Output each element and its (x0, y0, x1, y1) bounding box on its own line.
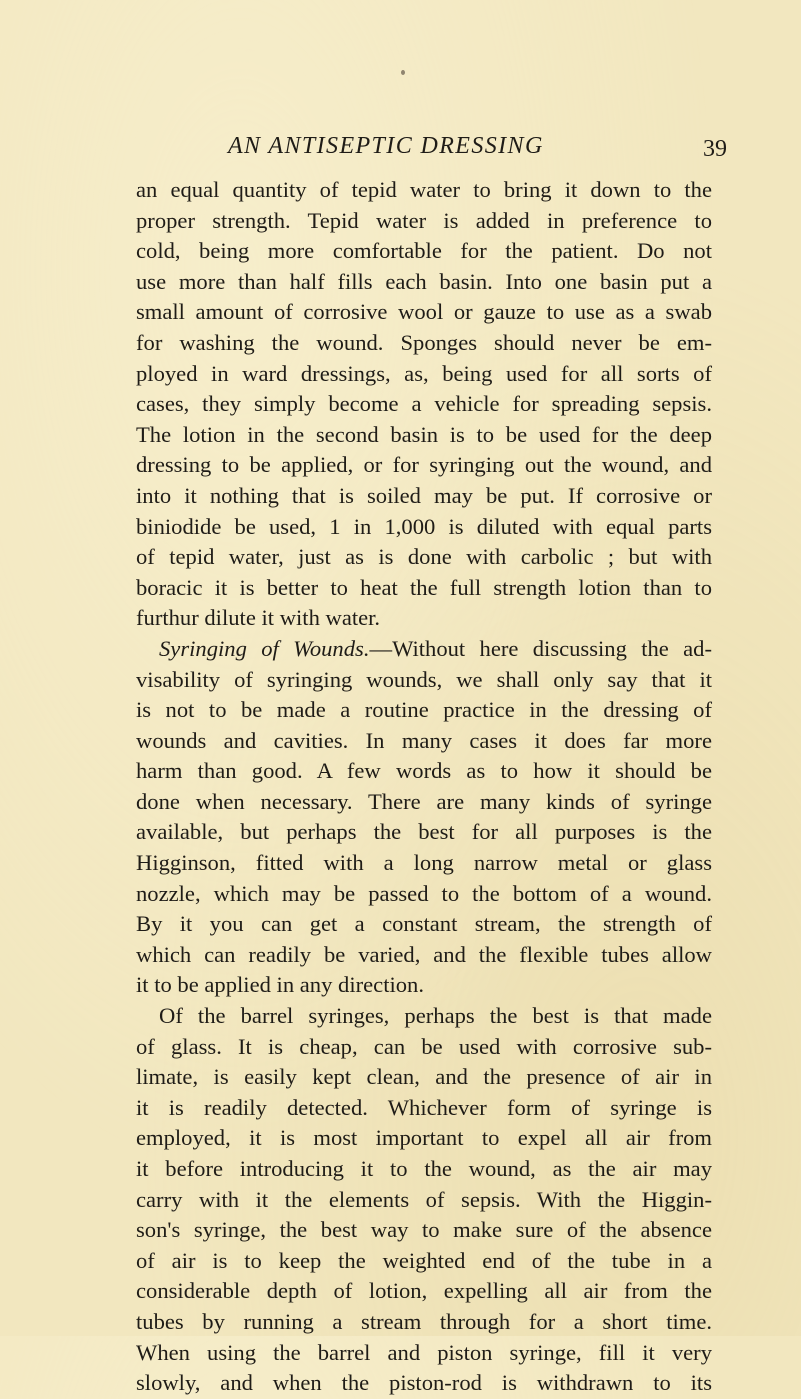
text-line: Higginson, fitted with a long narrow metal or glass (136, 850, 712, 876)
text-line: ployed in ward dressings, as, being used for all sorts of (136, 360, 712, 386)
text-line: tubes by running a stream through for a short time. (136, 1308, 712, 1334)
text-line: proper strength. Tepid water is added in preference to (136, 207, 712, 233)
text-line: By it you can get a constant stream, the strength of (136, 911, 712, 937)
text-line: available, but perhaps the best for all purposes is the (136, 819, 712, 845)
ink-speck (401, 70, 405, 75)
text-line: use more than half fills each basin. Into one basin put a (136, 268, 712, 294)
page-number: 39 (703, 136, 727, 162)
section-first-line (136, 634, 712, 665)
running-title: AN ANTISEPTIC DRESSING (228, 133, 544, 159)
text-line: nozzle, which may be passed to the bottom of a wound. (136, 880, 712, 906)
section-first-line-text: —Without here discussing the ad- (369, 635, 712, 661)
section-heading: Syringing of Wounds. (159, 635, 370, 661)
text-line: Of the barrel syringes, perhaps the best is that made (159, 1003, 712, 1029)
text-line: harm than good. A few words as to how it should be (136, 758, 712, 784)
text-line: carry with it the elements of sepsis. With the Higgin- (136, 1186, 712, 1212)
text-line: it before introducing it to the wound, as the air may (136, 1156, 712, 1181)
text-line: The lotion in the second basin is to be used for the deep (136, 421, 712, 447)
running-head (0, 128, 801, 164)
text-line: furthur dilute it with water. (136, 605, 381, 631)
text-line: biniodide be used, 1 in 1,000 is diluted with equal parts (136, 513, 712, 539)
text-line: which can readily be varied, and the flexible tubes allow (136, 941, 712, 967)
text-line: into it nothing that is soiled may be put. If corrosive or (136, 482, 712, 508)
text-line: son's syringe, the best way to make sure of the absence (136, 1217, 712, 1243)
text-line: done when necessary. There are many kinds of syringe (136, 788, 712, 814)
text-line: employed, it is most important to expel all air from (136, 1125, 712, 1151)
text-line: visability of syringing wounds, we shall only say that it (136, 666, 712, 692)
text-line: wounds and cavities. In many cases it does far more (136, 727, 712, 753)
text-line: for washing the wound. Sponges should never be em- (136, 329, 712, 355)
text-line: of air is to keep the weighted end of the tube in a (136, 1247, 712, 1273)
text-line: of tepid water, just as is done with carbolic ; but with (136, 544, 712, 570)
text-line: is not to be made a routine practice in the dressing of (136, 697, 712, 723)
text-line: it to be applied in any direction. (136, 972, 424, 998)
text-line: slowly, and when the piston-rod is withdrawn to its (136, 1370, 712, 1396)
text-line: boracic it is better to heat the full strength lotion than to (136, 574, 712, 600)
text-line: dressing to be applied, or for syringing out the wound, and (136, 452, 712, 478)
text-line: When using the barrel and piston syringe, fill it very (136, 1339, 712, 1365)
text-line: cases, they simply become a vehicle for spreading sepsis. (136, 391, 712, 417)
text-line: cold, being more comfortable for the patient. Do not (136, 238, 712, 264)
text-line: small amount of corrosive wool or gauze to use as a swab (136, 299, 712, 325)
text-line: of glass. It is cheap, can be used with corrosive sub- (136, 1033, 712, 1059)
text-line: limate, is easily kept clean, and the presence of air in (136, 1064, 712, 1090)
text-line: an equal quantity of tepid water to bring it down to the (136, 177, 712, 202)
body-text (136, 175, 712, 1399)
text-line: it is readily detected. Whichever form of syringe is (136, 1094, 712, 1120)
text-line: considerable depth of lotion, expelling all air from the (136, 1278, 712, 1304)
